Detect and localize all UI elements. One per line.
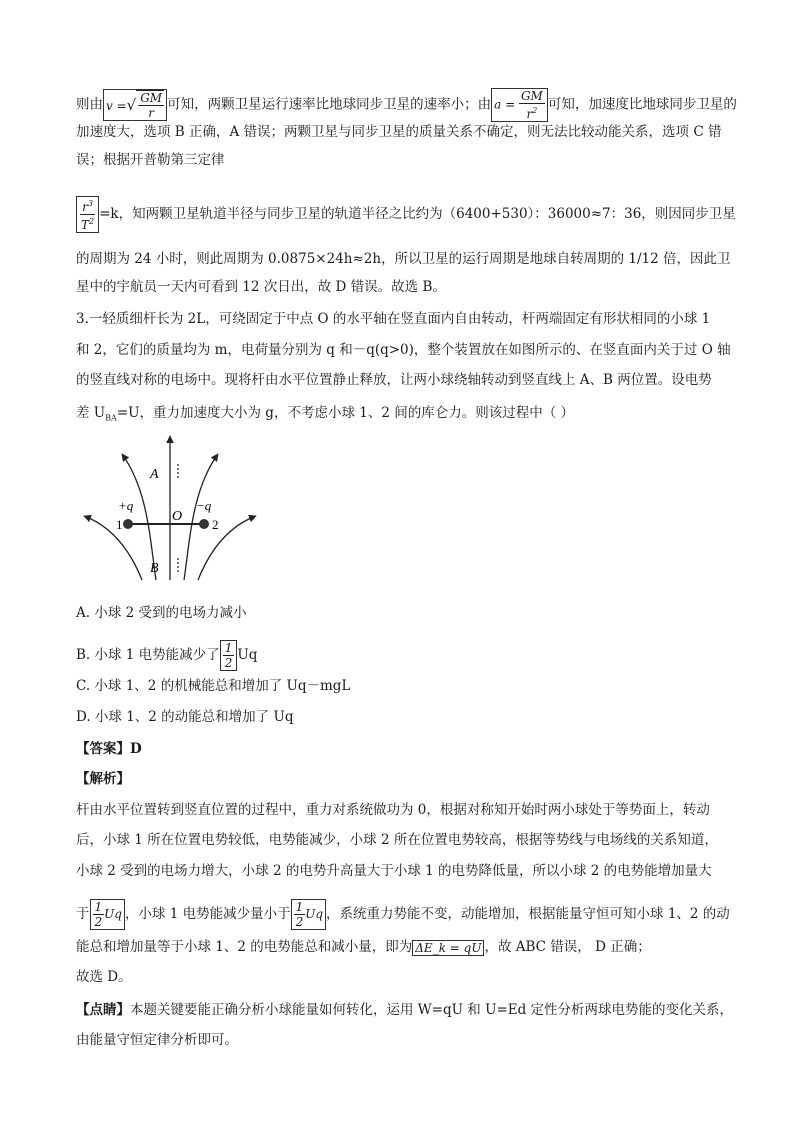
dianjing-line-1: 【点睛】本题关键要能正确分析小球能量如何转化，运用 W=qU 和 U=Ed 定性分析两球电势能的变化关系， <box>76 1002 734 1018</box>
option-C: C. 小球 1、2 的机械能总和增加了 Uq－mgL <box>76 678 351 694</box>
option-B: B. 小球 1 电势能减少了 $\frac{1}{2}$ Uq <box>76 641 258 670</box>
label-plus-q: +q <box>118 498 134 513</box>
label-1: 1 <box>116 517 123 532</box>
answer-label: 【答案】D <box>76 741 142 757</box>
label-2: 2 <box>212 517 219 532</box>
text: =k，知两颗卫星轨道半径与同步卫星的轨道半径之比约为（6400+530）：36000≈7：36，则因同步卫星 <box>99 206 736 222</box>
electric-field-figure <box>78 430 278 590</box>
q3-line-3: 的竖直线对称的电场中。现将杆由水平位置静止释放，让两小球绕轴转动到竖直线上 A、B 两位置。设电势 <box>76 372 712 388</box>
prev-line-3: 误；根据开普勒第三定律 <box>76 152 225 168</box>
prev-line-6: 星中的宇航员一天内可看到 12 次日出，故 D 错误。故选 B。 <box>76 279 446 295</box>
prev-line-5: 的周期为 24 小时，则此周期为 0.0875×24h≈2h，所以卫星的运行周期是地球自转周期的 1/12 倍，因此卫 <box>76 251 731 267</box>
prev-line-1 <box>76 88 737 122</box>
analysis-line-5: 能总和增加量等于小球 1、2 的电势能总和减小量，即为 ΔE_k = qU ，故 ABC 错误， D 正确； <box>76 939 651 955</box>
option-D: D. 小球 1、2 的动能总和增加了 Uq <box>76 709 294 725</box>
analysis-line-3: 小球 2 受到的电场力增大，小球 2 的电势升高量大于小球 1 的电势降低量，所以小球 2 的电势能增加量大 <box>76 863 712 879</box>
formula-half: $\frac{1}{2}$ <box>220 640 238 671</box>
dianjing-line-2: 由能量守恒定律分析即可。 <box>76 1032 238 1048</box>
label-B: B <box>150 561 159 576</box>
label-A: A <box>150 467 159 482</box>
analysis-line-6: 故选 D。 <box>76 969 132 985</box>
formula-kepler: $\frac{r^3}{T^2}$ <box>76 196 99 233</box>
text: 可知，两颗卫星运行速率比地球同步卫星的速率小；由 <box>167 96 492 113</box>
formula-half-uq-1: $\frac{1}{2}$ Uq <box>90 899 125 930</box>
option-A: A. 小球 2 受到的电场力减小 <box>76 605 247 621</box>
ball-1 <box>123 519 133 529</box>
field-line-left-outer <box>84 516 142 580</box>
q3-line-2: 和 2，它们的质量均为 m，电荷量分别为 q 和－q(q>0)，整个装置放在如图所示的、在竖直面内关于过 O 轴 <box>76 342 731 358</box>
formula-acceleration: a = $\frac{GM}{r^2}$ <box>491 88 548 122</box>
formula-delta-ek: ΔE_k = qU <box>412 940 484 956</box>
analysis-line-1: 杆由水平位置转到竖直位置的过程中，重力对系统做功为 0，根据对称知开始时两小球处于等势面上，转动 <box>76 802 710 818</box>
prev-line-2: 加速度大，选项 B 正确，A 错误；两颗卫星与同步卫星的质量关系不确定，则无法比较动能关系，选项 C 错 <box>76 124 722 140</box>
text: 可知，加速度比地球同步卫星的 <box>547 96 737 113</box>
text: 则由 <box>76 96 103 113</box>
q3-line-4: 差 $U_{BA}=U$，重力加速度大小为 g，不考虑小球 1、2 间的库仑力。则该过程中（ ） <box>76 405 575 423</box>
prev-line-4 <box>76 196 736 233</box>
formula-half-uq-2: $\frac{1}{2}$ Uq <box>291 899 326 930</box>
label-O: O <box>172 509 183 524</box>
analysis-line-2: 后，小球 1 所在位置电势较低，电势能减少，小球 2 所在位置电势较高，根据等势线与电场线的关系知道， <box>76 832 718 848</box>
analysis-label: 【解析】 <box>76 771 130 787</box>
label-minus-q: −q <box>196 498 212 513</box>
ball-2 <box>199 519 209 529</box>
q3-line-1: 3.一轻质细杆长为 2L，可绕固定于中点 O 的水平轴在竖直面内自由转动，杆两端固定有形状相同的小球 1 <box>76 311 711 327</box>
analysis-line-4: 于 $\frac{1}{2}$ Uq ，小球 1 电势能减少量小于 $\frac{1}{2}$ Uq ，系统重力势能不变，动能增加，根据能量守恒可知小球 1、2 的动 <box>76 900 730 929</box>
formula-velocity: v = √ $\frac{GM}{r}$ <box>103 89 167 121</box>
